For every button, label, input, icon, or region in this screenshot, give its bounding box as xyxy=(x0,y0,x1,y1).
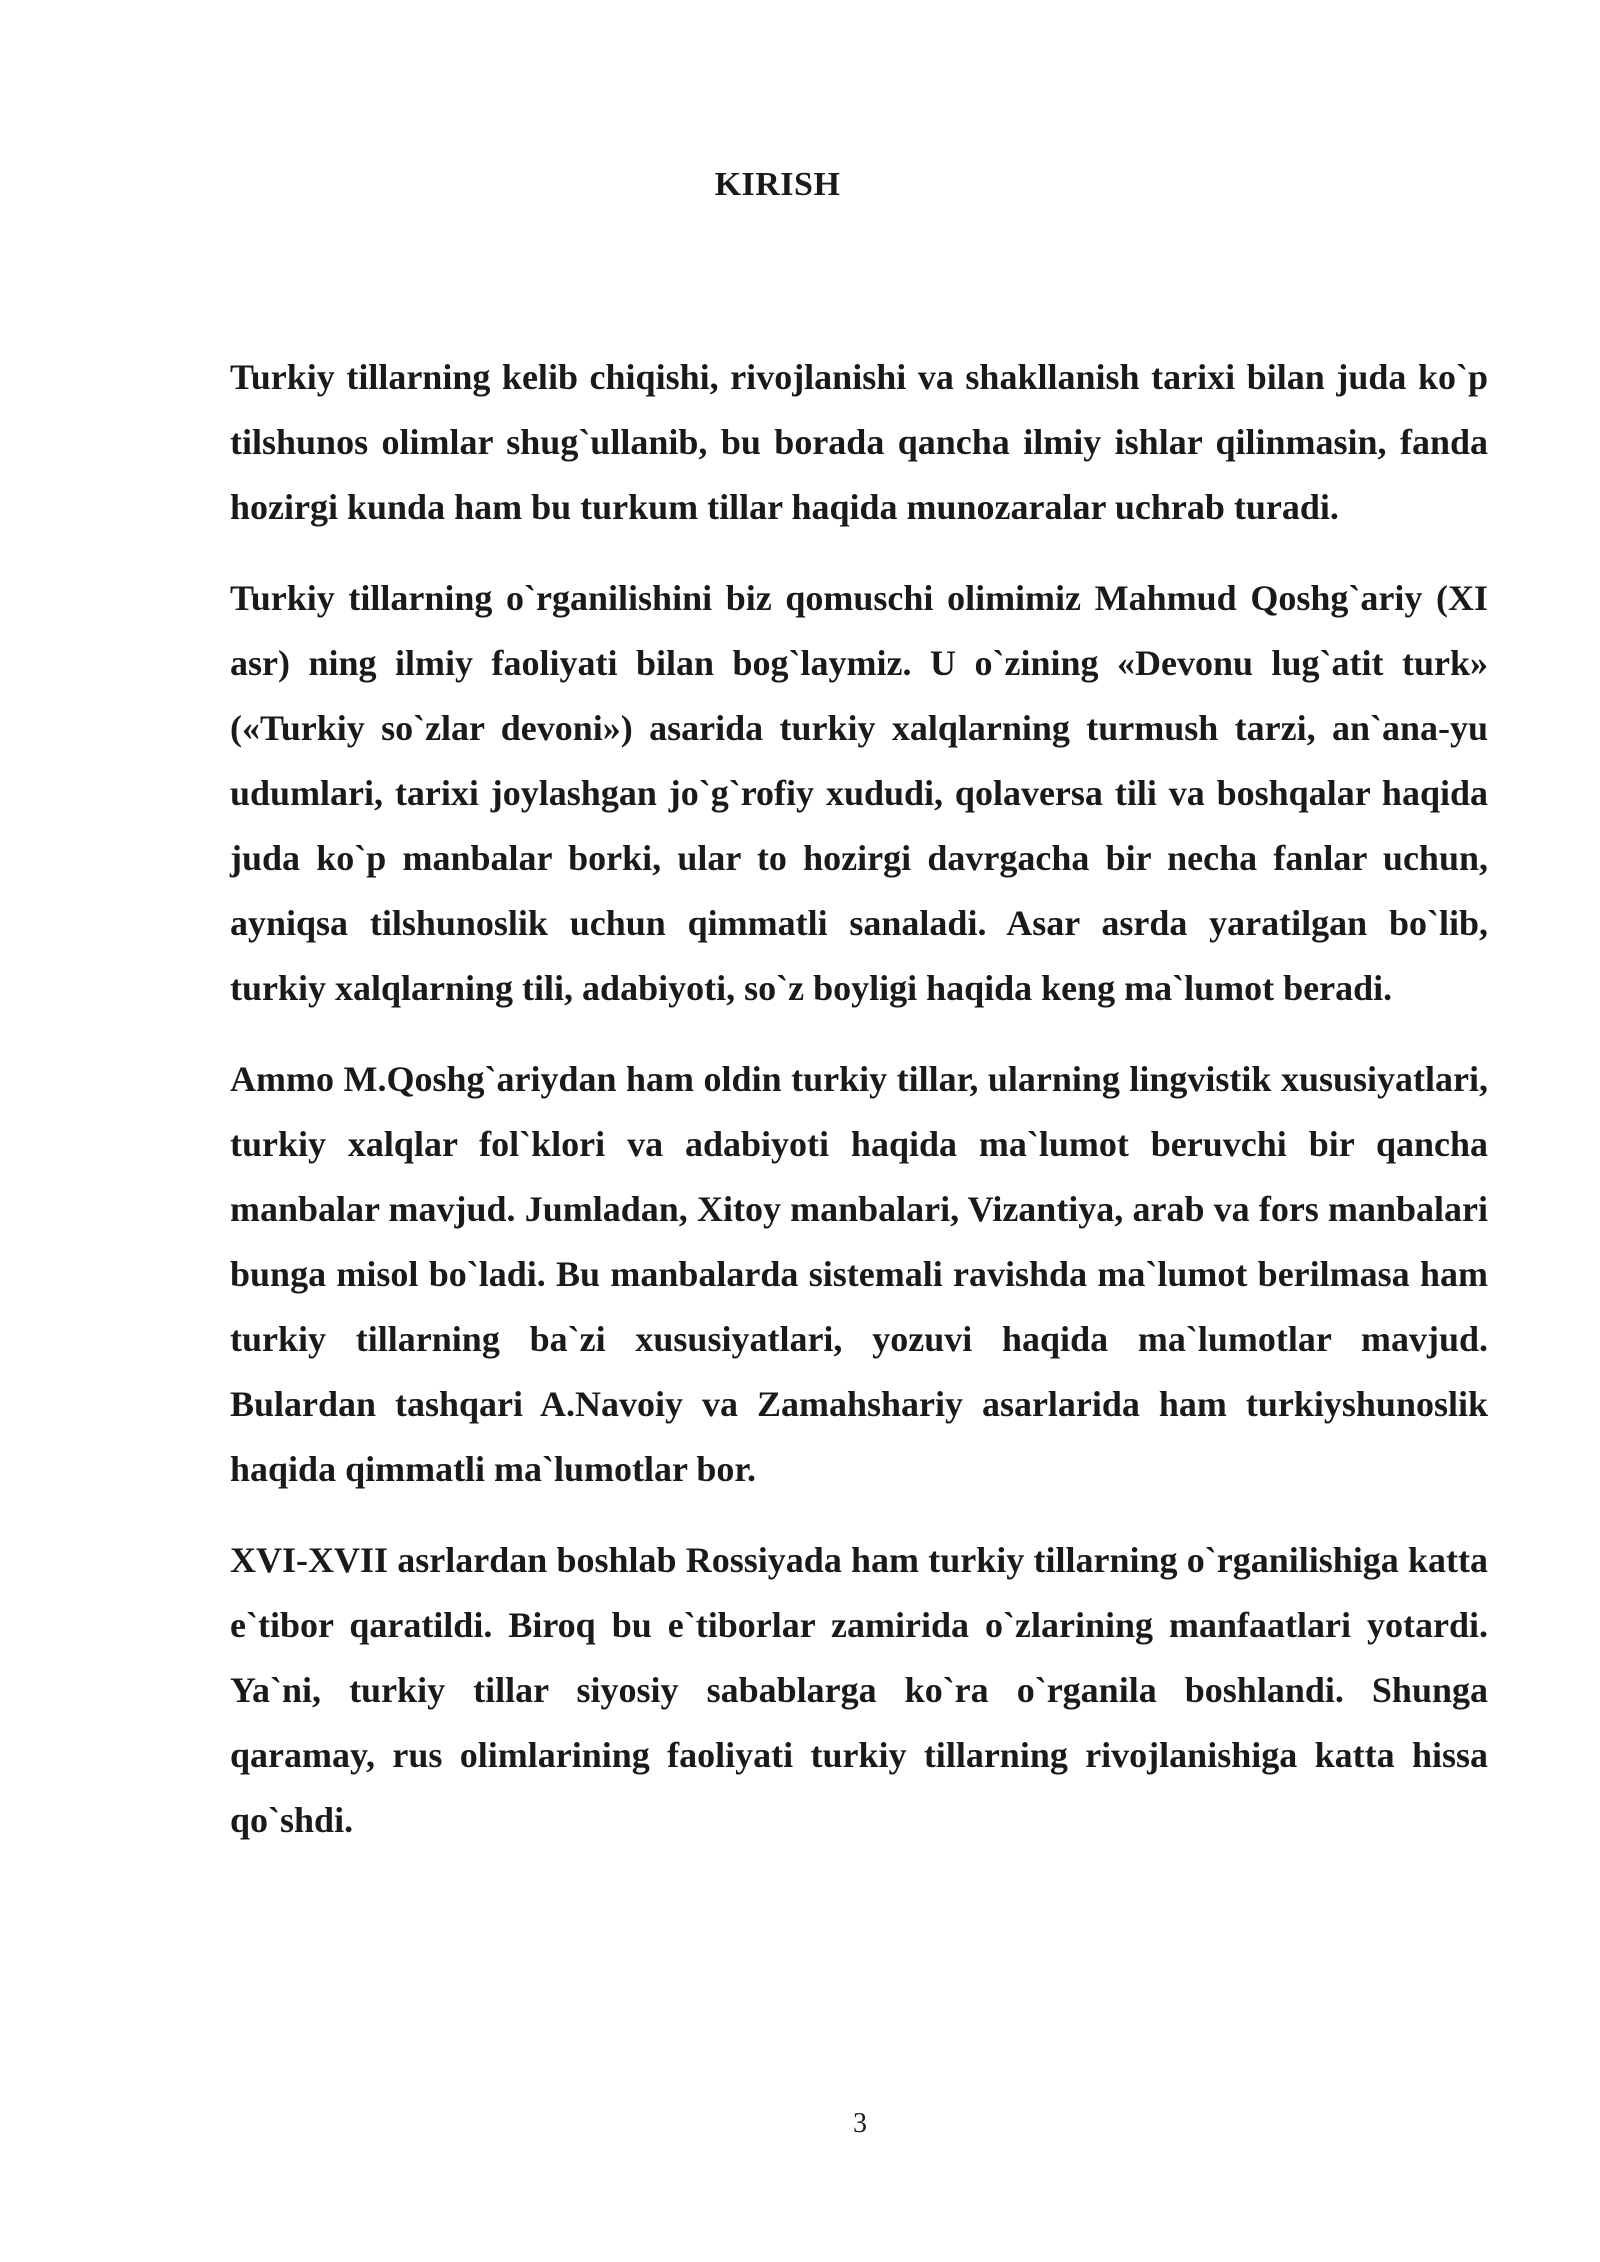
page-number: 3 xyxy=(853,2108,867,2139)
paragraph-4: XVI-XVII asrlardan boshlab Rossiyada ham turkiy tillarning o`rganilishiga katta e`tibor qaratildi. Biroq bu e`tiborlar zamirida o`zlarining manfaatlari yotardi. Ya`ni, turkiy tillar siyosiy sabablarga ko`ra o`rganila boshlandi. Shunga qaramay, rus olimlarining faoliyati turkiy tillarning rivojlanishiga katta hissa qo`shdi. xyxy=(230,1540,1488,1840)
body-text xyxy=(230,345,1488,1879)
paragraph-3: Ammo M.Qoshg`ariydan ham oldin turkiy tillar, ularning lingvistik xususiyatlari, turkiy xalqlar fol`klori va adabiyoti haqida ma`lumot beruvchi bir qancha manbalar mavjud. Jumladan, Xitoy manbalari, Vizantiya, arab va fors manbalari bunga misol bo`ladi. Bu manbalarda sistemali ravishda ma`lumot berilmasa ham turkiy tillarning ba`zi xususiyatlari, yozuvi haqida ma`lumotlar mavjud. Bulardan tashqari A.Navoiy va Zamahshariy asarlarida ham turkiyshunoslik haqida qimmatli ma`lumotlar bor. xyxy=(230,1059,1488,1489)
page-title: KIRISH xyxy=(714,166,841,203)
paragraph-2: Turkiy tillarning o`rganilishini biz qomuschi olimimiz Mahmud Qoshg`ariy (XI asr) ning ilmiy faoliyati bilan bog`laymiz. U o`zining «Devonu lug`atit turk» («Turkiy so`zlar devoni») asarida turkiy xalqlarning turmush tarzi, an`ana-yu udumlari, tarixi joylashgan jo`g`rofiy xududi, qolaversa tili va boshqalar haqida juda ko`p manbalar borki, ular to hozirgi davrgacha bir necha fanlar uchun, ayniqsa tilshunoslik uchun qimmatli sanaladi. Asar asrda yaratilgan bo`lib, turkiy xalqlarning tili, adabiyoti, so`z boyligi haqida keng ma`lumot beradi. xyxy=(230,578,1488,1008)
paragraph-1: Turkiy tillarning kelib chiqishi, rivojlanishi va shakllanish tarixi bilan juda ko`p tilshunos olimlar shug`ullanib, bu borada qancha ilmiy ishlar qilinmasin, fanda hozirgi kunda ham bu turkum tillar haqida munozaralar uchrab turadi. xyxy=(230,357,1488,527)
